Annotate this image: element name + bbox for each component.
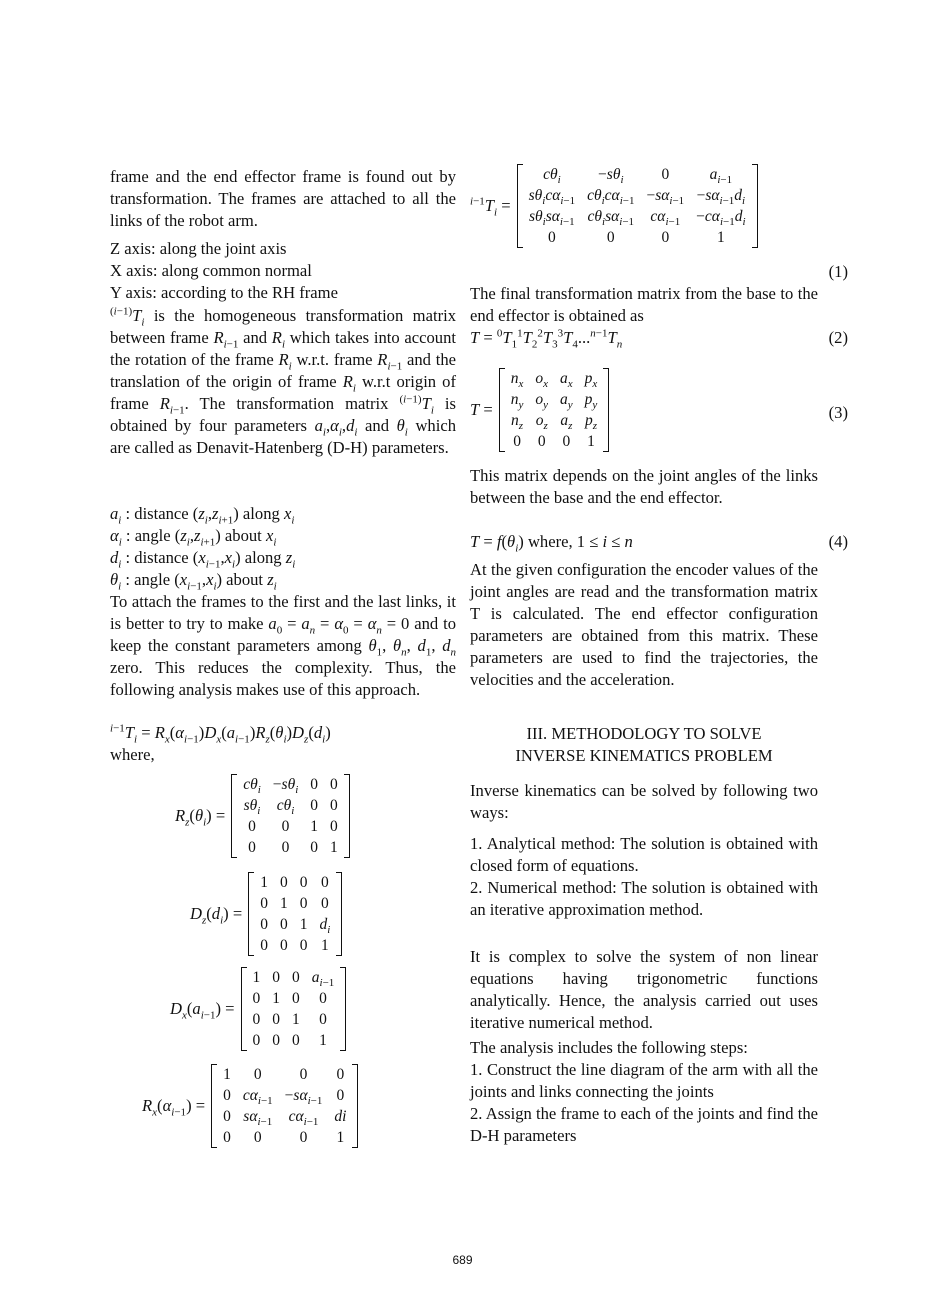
matrix-row — [523, 164, 752, 185]
matrix-cell: $a_y$ — [560, 391, 573, 412]
axis-x: X axis: along common normal — [110, 261, 312, 280]
right-bracket — [752, 164, 758, 248]
matrix-cell: 0 — [248, 839, 256, 856]
equation-2: $T = ^0T_1^1T_2^2T_3^3T_4...^{n-1}T_n$ — [470, 327, 623, 351]
matrix-row — [505, 368, 604, 389]
matrix-row — [237, 837, 344, 858]
matrix-cell: $s\theta_ic\alpha_{i-1}$ — [528, 187, 576, 208]
matrix-row — [247, 967, 341, 988]
matrix-cell: 1 — [260, 874, 268, 891]
paragraph-intro: frame and the end effector frame is found out by transformation. The frames are attached to all the links of the robot arm. — [110, 167, 456, 230]
matrix-cell: di — [334, 1108, 347, 1125]
matrix-cell: $p_y$ — [584, 391, 598, 412]
matrix-cell: 0 — [299, 874, 308, 891]
matrix-cell: 0 — [272, 1011, 281, 1028]
matrix-cell: 0 — [223, 1108, 231, 1125]
matrix-cell: 1 — [279, 895, 288, 912]
method-analytical: 1. Analytical method: The solution is obtained with closed form of equations. — [470, 834, 818, 875]
matrix-cell: 0 — [299, 937, 308, 954]
matrix-cell: $o_x$ — [535, 370, 549, 391]
section-heading — [470, 723, 818, 767]
right-bracket — [340, 967, 346, 1051]
matrix-dz — [190, 872, 342, 956]
matrix-body — [237, 774, 344, 858]
matrix-row — [237, 795, 344, 816]
matrix-cell: 0 — [330, 797, 338, 814]
method-numerical: 2. Numerical method: The solution is obtained with an iterative approximation method. — [470, 878, 818, 919]
matrix-cell: $-s\alpha_{i-1}$ — [646, 187, 685, 208]
matrix-cell: 0 — [310, 776, 318, 793]
matrix-t — [470, 368, 609, 452]
right-bracket — [344, 774, 350, 858]
param-d: $d_i$ : distance $(x_{i-1},x_i)$ along $z_i$ — [110, 548, 296, 571]
matrix-cell: 0 — [292, 969, 300, 986]
matrix-row — [254, 935, 336, 956]
matrix-cell: 1 — [587, 433, 595, 450]
matrix-cell: 1 — [292, 1011, 300, 1028]
matrix-cell: 0 — [336, 1087, 345, 1104]
matrix-cell: 0 — [606, 229, 615, 246]
matrix-cell: 0 — [260, 937, 268, 954]
matrix-cell: $d_i$ — [319, 916, 331, 937]
matrix-cell: 1 — [310, 818, 318, 835]
param-a: $a_i$ : distance $(z_i,z_{i+1})$ along $x_i$ — [110, 504, 295, 527]
right-bracket — [603, 368, 609, 452]
paragraph-transformation: $^{(i-1)}T_i$ is the homogeneous transformation matrix between frame $R_{i-1}$ and $R_i$ which takes into account the rotation of the frame $R_i$ w.r.t. frame $R_{i-1}$ and the translation of the origin of frame $R_i$ w.r.t origin of frame $R_{i-1}$. The transformation matrix $^{(i-1)}T_i$ is obtained by four parameters $a_i,\alpha_i,d_i$ and $\theta_i$ which are called as Denavit-Hatenberg (D-H) parameters. — [110, 305, 457, 457]
matrix-body — [523, 164, 752, 248]
matrix-cell: 0 — [310, 839, 318, 856]
where-label: where, — [110, 745, 155, 764]
matrix-cell: 1 — [299, 916, 308, 933]
matrix-cell: $n_y$ — [510, 391, 524, 412]
step-1: 1. Construct the line diagram of the arm with all the joints and links connecting the joints — [470, 1060, 818, 1101]
matrix-cell: $s\theta_i$ — [243, 797, 261, 818]
matrix-cell: $n_z$ — [511, 412, 524, 433]
matrix-row — [247, 1009, 341, 1030]
matrix-cell: 0 — [281, 839, 290, 856]
matrix-label: $R_x(\alpha_{i-1})$ = — [142, 1096, 206, 1119]
matrix-cell: 0 — [299, 1066, 308, 1083]
matrix-row — [247, 1030, 341, 1051]
matrix-cell: 1 — [252, 969, 261, 986]
matrix-cell: 0 — [272, 969, 281, 986]
matrix-cell: 0 — [279, 937, 288, 954]
matrix-row — [505, 431, 604, 452]
section-heading-line-1: III. METHODOLOGY TO SOLVE — [526, 724, 762, 743]
matrix-cell: $a_x$ — [560, 370, 573, 391]
matrix-cell: 0 — [661, 229, 670, 246]
matrix-cell: 0 — [260, 916, 268, 933]
matrix-cell: 0 — [279, 874, 288, 891]
matrix-row — [505, 389, 604, 410]
paragraph-encoder: At the given configuration the encoder values of the joint angles are read and the transformation matrix T is calculated. The end effector configuration parameters are obtained from this matrix. These parameters are used to find the trajectories, the velocities and the acceleration. — [470, 560, 818, 689]
matrix-ti — [470, 164, 758, 248]
matrix-cell: $p_x$ — [584, 370, 598, 391]
matrix-cell: $-s\theta_i$ — [272, 776, 299, 797]
matrix-cell: $-s\alpha_{i-1}$ — [284, 1087, 323, 1108]
matrix-body — [217, 1064, 352, 1148]
matrix-cell: 1 — [330, 839, 338, 856]
matrix-cell: 0 — [252, 1032, 261, 1049]
matrix-cell: $c\theta_i$ — [243, 776, 261, 797]
matrix-row — [247, 988, 341, 1009]
matrix-cell: $c\theta_is\alpha_{i-1}$ — [587, 208, 635, 229]
matrix-body — [505, 368, 604, 452]
matrix-row — [523, 185, 752, 206]
matrix-cell: 0 — [299, 1129, 308, 1146]
matrix-cell: 0 — [253, 1066, 262, 1083]
matrix-cell: 1 — [716, 229, 725, 246]
matrix-cell: 0 — [319, 990, 327, 1007]
matrix-cell: $s\alpha_{i-1}$ — [243, 1108, 273, 1129]
matrix-cell: $a_{i-1}$ — [311, 969, 335, 990]
matrix-body — [247, 967, 341, 1051]
matrix-row — [254, 893, 336, 914]
matrix-cell: 0 — [336, 1066, 345, 1083]
matrix-label: $D_x(a_{i-1})$ = — [170, 999, 235, 1022]
matrix-cell: $o_y$ — [535, 391, 549, 412]
matrix-cell: $-c\alpha_{i-1}d_i$ — [696, 208, 746, 229]
paragraph-inverse-kinematics: Inverse kinematics can be solved by following two ways: — [470, 781, 818, 822]
matrix-cell: $c\alpha_{i-1}$ — [650, 208, 681, 229]
right-bracket — [352, 1064, 358, 1148]
matrix-cell: $a_{i-1}$ — [709, 166, 733, 187]
matrix-cell: 0 — [252, 990, 261, 1007]
matrix-row — [217, 1085, 352, 1106]
equation-number-1: (1) — [828, 262, 848, 281]
param-theta: $\theta_i$ : angle $(x_{i-1},x_i)$ about $z_i$ — [110, 570, 277, 593]
paragraph-final-transformation: The final transformation matrix from the base to the end effector is obtained as — [470, 284, 818, 325]
matrix-cell: 0 — [260, 895, 268, 912]
matrix-cell: 1 — [320, 937, 329, 954]
matrix-cell: $o_z$ — [535, 412, 548, 433]
matrix-cell: 0 — [252, 1011, 261, 1028]
matrix-row — [523, 227, 752, 248]
matrix-cell: $-s\theta_i$ — [598, 166, 624, 187]
param-alpha: $\alpha_i$ : angle $(z_i,z_{i+1})$ about $x_i$ — [110, 526, 277, 549]
matrix-cell: 0 — [661, 166, 670, 183]
matrix-row — [523, 206, 752, 227]
matrix-cell: 0 — [537, 433, 546, 450]
matrix-cell: 1 — [223, 1066, 231, 1083]
dh-parameter-list — [110, 503, 295, 591]
matrix-label: $D_z(d_i)$ = — [190, 904, 243, 927]
equation-number-2: (2) — [828, 328, 848, 347]
matrix-rz — [175, 774, 350, 858]
matrix-rx — [142, 1064, 358, 1148]
equation-number-3: (3) — [828, 403, 848, 422]
matrix-cell: 0 — [547, 229, 556, 246]
equation-ti-product: $^{i-1}T_i = R_x(\alpha_{i-1})D_x(a_{i-1})R_z(\theta_i)D_z(d_i)$ — [110, 722, 331, 746]
matrix-cell: 1 — [319, 1032, 327, 1049]
section-heading-line-2: INVERSE KINEMATICS PROBLEM — [515, 746, 773, 765]
matrix-cell: $a_z$ — [560, 412, 573, 433]
matrix-label: $R_z(\theta_i)$ = — [175, 806, 226, 829]
paragraph-complexity: It is complex to solve the system of non linear equations having trigonometric functions analytically. Hence, the analysis carried out uses iterative numerical method. — [470, 947, 818, 1032]
matrix-body — [254, 872, 336, 956]
matrix-cell: $c\theta_i$ — [276, 797, 295, 818]
matrix-cell: $c\theta_i$ — [543, 166, 561, 187]
matrix-cell: 0 — [330, 818, 338, 835]
matrix-row — [237, 816, 344, 837]
matrix-cell: 0 — [279, 916, 288, 933]
paragraph-joint-angles: This matrix depends on the joint angles of the links between the base and the end effector. — [470, 466, 818, 507]
matrix-row — [237, 774, 344, 795]
matrix-cell: $c\alpha_{i-1}$ — [242, 1087, 273, 1108]
matrix-cell: 0 — [292, 1032, 300, 1049]
matrix-row — [254, 872, 336, 893]
axis-y: Y axis: according to the RH frame — [110, 283, 338, 302]
matrix-cell: $c\theta_ic\alpha_{i-1}$ — [587, 187, 635, 208]
matrix-cell: $s\theta_is\alpha_{i-1}$ — [529, 208, 575, 229]
step-2: 2. Assign the frame to each of the joints and find the D-H parameters — [470, 1104, 818, 1145]
matrix-cell: 0 — [562, 433, 571, 450]
matrix-cell: 0 — [310, 797, 318, 814]
matrix-cell: 1 — [272, 990, 281, 1007]
matrix-cell: 0 — [319, 1011, 327, 1028]
equation-4: $T = f(\theta_i)$ where, 1 ≤ i ≤ n — [470, 532, 633, 555]
matrix-cell: 0 — [292, 990, 300, 1007]
matrix-cell: 0 — [272, 1032, 281, 1049]
matrix-row — [217, 1064, 352, 1085]
equation-number-4: (4) — [828, 532, 848, 551]
matrix-cell: $p_z$ — [584, 412, 597, 433]
matrix-cell: 0 — [513, 433, 521, 450]
axis-definitions — [110, 238, 338, 304]
matrix-label: T = — [470, 400, 493, 419]
matrix-cell: 0 — [299, 895, 308, 912]
matrix-row — [254, 914, 336, 935]
matrix-dx — [170, 967, 346, 1051]
matrix-cell: 0 — [253, 1129, 262, 1146]
right-bracket — [336, 872, 342, 956]
matrix-label: $^{i-1}T_i$ = — [470, 195, 511, 219]
matrix-row — [217, 1127, 352, 1148]
matrix-cell: 0 — [223, 1087, 231, 1104]
matrix-cell: 0 — [223, 1129, 231, 1146]
matrix-cell: 0 — [248, 818, 256, 835]
matrix-cell: $c\alpha_{i-1}$ — [288, 1108, 319, 1129]
matrix-cell: $n_x$ — [510, 370, 524, 391]
matrix-cell: $-s\alpha_{i-1}d_i$ — [696, 187, 746, 208]
matrix-row — [505, 410, 604, 431]
matrix-cell: 0 — [320, 874, 329, 891]
paragraph-steps-intro: The analysis includes the following steps: — [470, 1038, 748, 1057]
paragraph-frames: To attach the frames to the first and the last links, it is better to try to make $a_0 = a_n = \alpha_0 = \alpha_n = 0$ and to keep the constant parameters among $\theta_1$, $\theta_n$, $d_1$, $d_n$ zero. This reduces the complexity. Thus, the following analysis makes use of this approach. — [110, 592, 457, 699]
axis-z: Z axis: along the joint axis — [110, 239, 287, 258]
matrix-cell: 0 — [281, 818, 290, 835]
matrix-cell: 1 — [336, 1129, 345, 1146]
matrix-cell: 0 — [330, 776, 338, 793]
matrix-cell: 0 — [320, 895, 329, 912]
matrix-row — [217, 1106, 352, 1127]
page-number: 689 — [452, 1253, 473, 1267]
